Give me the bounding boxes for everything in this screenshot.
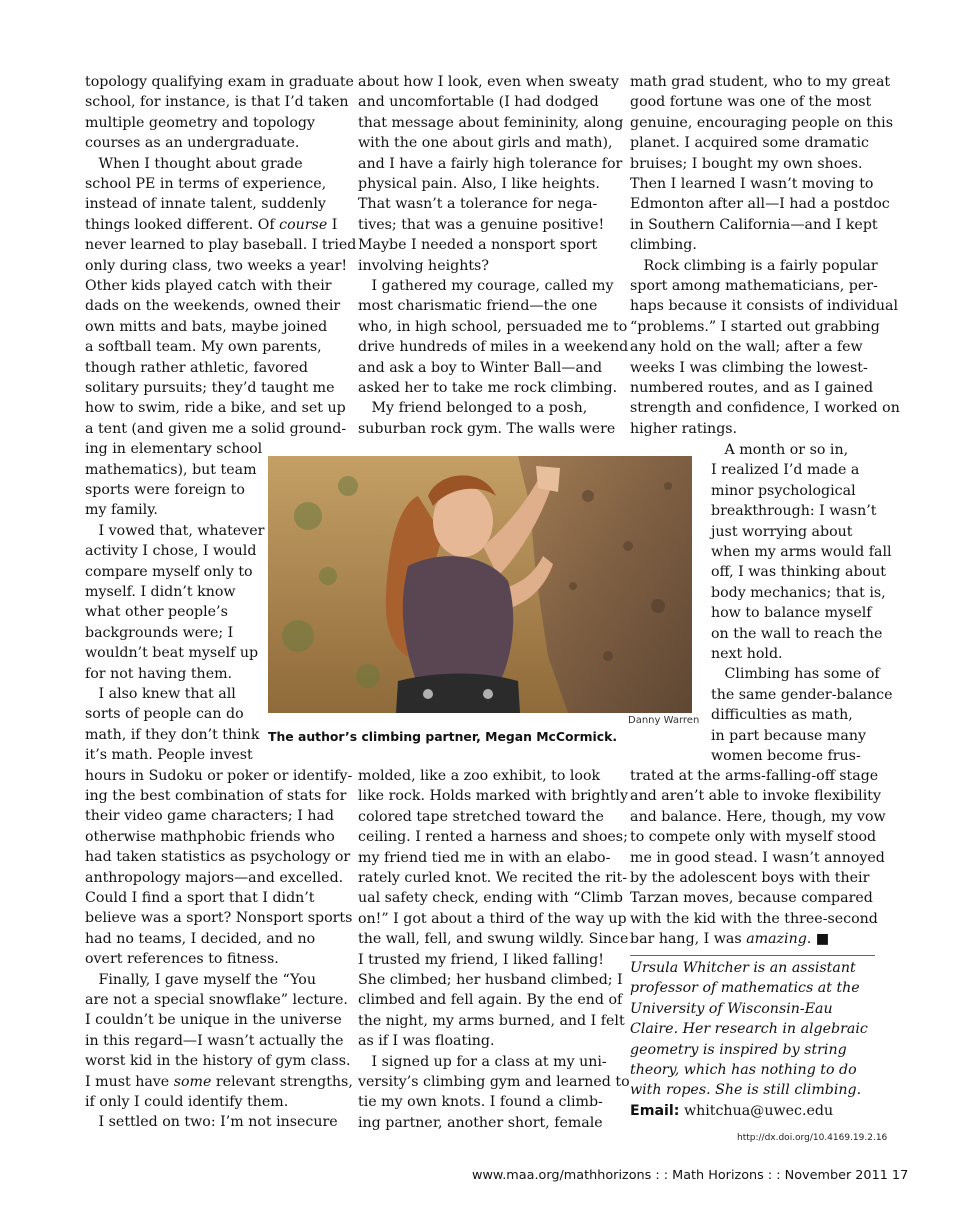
text-line: that message about femininity, along bbox=[358, 114, 624, 131]
text-line: professor of mathematics at the bbox=[630, 980, 860, 997]
text-line: with ropes. She is still climbing. bbox=[630, 1082, 862, 1099]
text-line: topology qualifying exam in graduate bbox=[85, 74, 354, 90]
text-line: are not a special snowflake” lecture. bbox=[85, 992, 348, 1008]
text-line: Ursula Whitcher is an assistant bbox=[630, 960, 856, 976]
text-line: with the one about girls and math), bbox=[358, 135, 613, 152]
text-line: believe was a sport? Nonsport sports bbox=[85, 910, 353, 927]
text-line: women become frus- bbox=[711, 748, 861, 764]
text-line: school PE in terms of experience, bbox=[85, 176, 327, 192]
text-line: if only I could identify them. bbox=[85, 1094, 289, 1110]
text-line: Tarzan moves, because compared bbox=[630, 890, 873, 907]
text-line: never learned to play baseball. I tried bbox=[85, 237, 357, 254]
text-line: ing the best combination of stats for bbox=[85, 788, 347, 804]
text-line: anthropology majors—and excelled. bbox=[85, 869, 344, 886]
text-line: by the adolescent boys with their bbox=[630, 870, 870, 886]
text-line: strength and confidence, I worked on bbox=[630, 400, 900, 417]
text-line: to compete only with myself stood bbox=[630, 829, 877, 846]
text-line: with the kid with the three-second bbox=[630, 910, 878, 927]
text-line: Could I find a sport that I didn’t bbox=[85, 890, 315, 906]
text-line: my friend tied me in with an elabo- bbox=[358, 849, 611, 866]
text-line: My friend belonged to a posh, bbox=[358, 400, 588, 417]
text-line: just worrying about bbox=[711, 523, 853, 540]
text-line: in Southern California—and I kept bbox=[630, 216, 878, 233]
text-line: body mechanics; that is, bbox=[711, 584, 886, 601]
text-line: sport among mathematicians, per- bbox=[630, 278, 878, 294]
doi-link[interactable]: http://dx.doi.org/10.4169.19.2.16 bbox=[737, 1133, 888, 1143]
text-line: how to balance myself bbox=[711, 605, 872, 622]
bio-divider bbox=[630, 955, 875, 956]
text-line: ing in elementary school bbox=[85, 441, 263, 458]
text-line: on!” I got about a third of the way up bbox=[358, 910, 627, 927]
text-line: wouldn’t beat myself up bbox=[85, 645, 259, 662]
text-line: worst kid in the history of gym class. bbox=[85, 1053, 351, 1070]
text-line: Maybe I needed a nonsport sport bbox=[358, 237, 598, 254]
text-line: a tent (and given me a solid ground- bbox=[85, 420, 347, 437]
text-line: and I have a fairly high tolerance for bbox=[358, 155, 623, 172]
text-line: had taken statistics as psychology or bbox=[85, 849, 351, 866]
text-line: She climbed; her husband climbed; I bbox=[358, 972, 623, 988]
text-line: about how I look, even when sweaty bbox=[358, 74, 619, 90]
text-line: geometry is inspired by string bbox=[630, 1041, 847, 1058]
text-line: tie my own knots. I found a climb- bbox=[358, 1094, 603, 1111]
text-line: things looked different. Of course I bbox=[85, 216, 338, 233]
text-line: instead of innate talent, suddenly bbox=[85, 196, 326, 213]
text-line: overt references to fitness. bbox=[85, 951, 279, 968]
text-line: breakthrough: I wasn’t bbox=[711, 503, 877, 520]
text-line: involving heights? bbox=[358, 257, 489, 274]
text-line: I couldn’t be unique in the universe bbox=[85, 1012, 342, 1029]
text-line: ceiling. I rented a harness and shoes; bbox=[358, 829, 628, 846]
text-line: drive hundreds of miles in a weekend bbox=[358, 339, 629, 356]
text-line: Claire. Her research in algebraic bbox=[630, 1021, 868, 1038]
text-line: I trusted my friend, I liked falling! bbox=[358, 951, 604, 968]
photo-caption: The author’s climbing partner, Megan McCormick. bbox=[268, 729, 618, 744]
text-line: Then I learned I wasn’t moving to bbox=[630, 176, 874, 192]
text-line: bar hang, I was amazing. ■ bbox=[630, 931, 830, 948]
text-line: versity’s climbing gym and learned to bbox=[358, 1074, 630, 1090]
text-line: numbered routes, and as I gained bbox=[630, 380, 874, 396]
text-line: I vowed that, whatever bbox=[85, 522, 265, 539]
text-line: the night, my arms burned, and I felt bbox=[358, 1012, 625, 1029]
text-line: Rock climbing is a fairly popular bbox=[630, 257, 878, 274]
text-line: suburban rock gym. The walls were bbox=[358, 420, 616, 437]
text-line: I realized I’d made a bbox=[711, 462, 860, 479]
text-line: as if I was floating. bbox=[358, 1033, 495, 1050]
text-line: Finally, I gave myself the “You bbox=[85, 971, 316, 988]
text-line: bruises; I bought my own shoes. bbox=[630, 155, 863, 172]
text-line: their video game characters; I had bbox=[85, 808, 335, 825]
text-line: me in good stead. I wasn’t annoyed bbox=[630, 849, 885, 866]
text-line: mathematics), but team bbox=[85, 461, 257, 478]
text-line: tives; that was a genuine positive! bbox=[358, 216, 605, 233]
text-line: I signed up for a class at my uni- bbox=[358, 1053, 607, 1070]
text-line: rately curled knot. We recited the rit- bbox=[358, 870, 628, 886]
text-line: for not having them. bbox=[85, 665, 233, 682]
text-line: when my arms would fall bbox=[711, 544, 892, 560]
text-line: otherwise mathphobic friends who bbox=[85, 828, 335, 845]
text-line: higher ratings. bbox=[630, 420, 738, 437]
text-line: difficulties as math, bbox=[711, 707, 853, 724]
text-line: though rather athletic, favored bbox=[85, 359, 308, 376]
text-line: math grad student, who to my great bbox=[630, 74, 891, 90]
text-line: multiple geometry and topology bbox=[85, 114, 315, 131]
text-line: school, for instance, is that I’d taken bbox=[85, 94, 349, 111]
text-line: I also knew that all bbox=[85, 686, 236, 702]
text-line: dads on the weekends, owned their bbox=[85, 298, 341, 315]
text-line: like rock. Holds marked with brightly bbox=[358, 788, 628, 805]
text-line: colored tape stretched toward the bbox=[358, 808, 604, 825]
text-line: it’s math. People invest bbox=[85, 747, 253, 764]
text-line: weeks I was climbing the lowest- bbox=[630, 359, 868, 376]
text-line: ing partner, another short, female bbox=[358, 1114, 603, 1131]
text-line: the wall, fell, and swung wildly. Since bbox=[358, 931, 629, 948]
text-line: how to swim, ride a bike, and set up bbox=[85, 400, 346, 417]
text-line: and uncomfortable (I had dodged bbox=[358, 94, 599, 111]
text-line: minor psychological bbox=[711, 482, 856, 499]
text-line: in this regard—I wasn’t actually the bbox=[85, 1032, 344, 1049]
text-line: sports were foreign to bbox=[85, 482, 245, 498]
text-line: next hold. bbox=[711, 646, 783, 662]
text-line: A month or so in, bbox=[711, 442, 849, 458]
text-line: planet. I acquired some dramatic bbox=[630, 135, 869, 152]
text-line: solitary pursuits; they’d taught me bbox=[85, 380, 335, 396]
text-line: sorts of people can do bbox=[85, 706, 244, 723]
text-line: and aren’t able to invoke flexibility bbox=[630, 788, 881, 805]
text-line: asked her to take me rock climbing. bbox=[358, 380, 618, 396]
text-line: hours in Sudoku or poker or identify- bbox=[85, 767, 353, 784]
text-line: I settled on two: I’m not insecure bbox=[85, 1114, 338, 1131]
email-address[interactable]: whitchua@uwec.edu bbox=[683, 1103, 834, 1119]
text-line: own mitts and bats, maybe joined bbox=[85, 318, 328, 335]
text-line: Other kids played catch with their bbox=[85, 278, 332, 294]
climbing-photo bbox=[268, 456, 692, 713]
text-line: University of Wisconsin-Eau bbox=[630, 1000, 833, 1017]
text-line: activity I chose, I would bbox=[85, 543, 257, 560]
text-line: “problems.” I started out grabbing bbox=[630, 318, 880, 335]
text-line: When I thought about grade bbox=[85, 155, 303, 172]
text-line: had no teams, I decided, and no bbox=[85, 930, 316, 947]
email-label: Email: bbox=[630, 1103, 680, 1119]
text-line: backgrounds were; I bbox=[85, 624, 234, 641]
text-line: trated at the arms-falling-off stage bbox=[630, 768, 879, 784]
text-line: math, if they don’t think bbox=[85, 726, 260, 743]
text-line: the same gender-balance bbox=[711, 686, 893, 703]
text-line: theory, which has nothing to do bbox=[630, 1062, 857, 1078]
text-line: That wasn’t a tolerance for nega- bbox=[358, 196, 598, 213]
text-line: only during class, two weeks a year! bbox=[85, 257, 348, 274]
text-line: and ask a boy to Winter Ball—and bbox=[358, 359, 603, 376]
text-line: climbed and fell again. By the end of bbox=[358, 992, 623, 1009]
text-line: what other people’s bbox=[85, 604, 228, 621]
text-line: haps because it consists of individual bbox=[630, 298, 899, 315]
text-line: Edmonton after all—I had a postdoc bbox=[630, 196, 890, 213]
text-line: I must have some relevant strengths, bbox=[85, 1073, 353, 1090]
text-line: physical pain. Also, I like heights. bbox=[358, 176, 600, 192]
text-line: courses as an undergraduate. bbox=[85, 135, 300, 152]
text-line: in part because many bbox=[711, 727, 866, 744]
text-line: who, in high school, persuaded me to bbox=[358, 318, 628, 335]
text-line: on the wall to reach the bbox=[711, 625, 883, 642]
text-line: compare myself only to bbox=[85, 563, 253, 580]
text-line: genuine, encouraging people on this bbox=[630, 114, 893, 131]
text-line: off, I was thinking about bbox=[711, 564, 886, 581]
author-email bbox=[630, 1101, 833, 1121]
text-line: Climbing has some of bbox=[711, 666, 880, 683]
text-line: my family. bbox=[85, 502, 158, 519]
text-line: most charismatic friend—the one bbox=[358, 298, 598, 315]
text-line: molded, like a zoo exhibit, to look bbox=[358, 768, 601, 784]
text-line: any hold on the wall; after a few bbox=[630, 339, 863, 356]
text-line: a softball team. My own parents, bbox=[85, 339, 322, 356]
text-line: climbing. bbox=[630, 237, 697, 254]
text-line: myself. I didn’t know bbox=[85, 584, 236, 600]
text-line: I gathered my courage, called my bbox=[358, 278, 614, 294]
photo-credit: Danny Warren bbox=[628, 715, 700, 726]
text-line: and balance. Here, though, my vow bbox=[630, 808, 886, 825]
text-line: good fortune was one of the most bbox=[630, 94, 872, 111]
page-footer: www.maa.org/mathhorizons : : Math Horizons : : November 2011 17 bbox=[472, 1168, 909, 1183]
text-line: ual safety check, ending with “Climb bbox=[358, 890, 623, 907]
